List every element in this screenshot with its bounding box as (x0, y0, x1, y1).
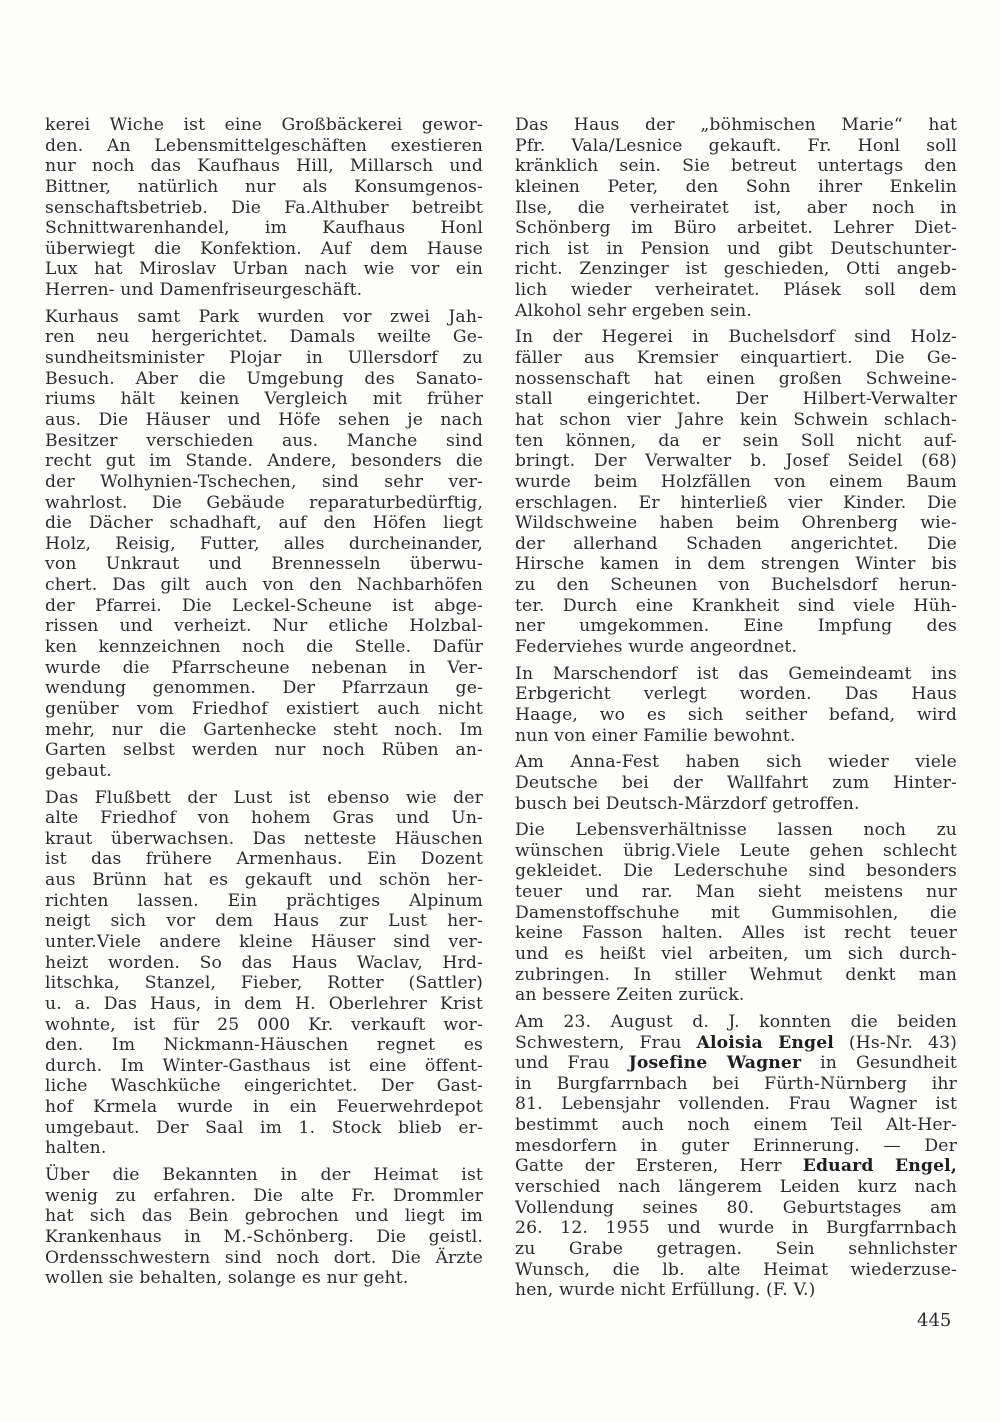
text-line: die Dächer schadhaft, auf den Höfen liegt (45, 513, 483, 534)
text-line: wurde beim Holzfällen von einem Baum (515, 471, 957, 492)
text-segment: verschied nach längerem Leiden kurz nach (515, 1177, 957, 1198)
text-segment: mesdorfern in guter Erinnerung. — Der (515, 1135, 957, 1156)
text-line: aus. Die Häuser und Höfe sehen je nach (45, 409, 483, 430)
text-line: rich ist in Pension und gibt Deutschunter- (515, 238, 957, 259)
text-line: ken kennzeichnen noch die Stelle. Dafür (45, 637, 483, 658)
text-line (515, 1115, 957, 1136)
text-line: Besitzer verschieden aus. Manche sind (45, 430, 483, 451)
text-segment: 81. Lebensjahr vollenden. Frau Wagner ist (515, 1094, 957, 1115)
text-line: Das Haus der „böhmischen Marie“ hat (515, 115, 957, 135)
text-line: keine Fasson halten. Alles ist recht teuer (515, 923, 957, 944)
text-line: wurde die Pfarrscheune nebenan in Ver- (45, 657, 483, 678)
text-line: riums hält keinen Vergleich mit früher (45, 389, 483, 410)
text-line: Besuch. Aber die Umgebung des Sanato- (45, 368, 483, 389)
text-line: hof Krmela wurde in ein Feuerwehrdepot (45, 1097, 483, 1118)
text-line: fäller aus Kremsier einquartiert. Die Ge- (515, 348, 957, 369)
text-line: gebaut. (45, 760, 112, 781)
paragraph (515, 327, 957, 657)
text-line (515, 1033, 957, 1054)
bold-name: Eduard Engel, (802, 1156, 957, 1177)
text-segment: 26. 12. 1955 und wurde in Burgfarrnbach (515, 1218, 957, 1239)
text-line: ren neu hergerichtet. Damals weilte Ge- (45, 327, 483, 348)
text-line: nossenschaft hat einen großen Schweine- (515, 368, 957, 389)
text-line: Schnittwarenhandel, im Kaufhaus Honl (45, 218, 483, 239)
text-line: wollen sie behalten, solange es nur geht. (45, 1268, 409, 1289)
bold-name: Aloisia Engel (696, 1032, 834, 1053)
text-line: nur noch das Kaufhaus Hill, Millarsch und (45, 156, 483, 177)
text-line: halten. (45, 1138, 107, 1159)
page-number: 445 (917, 1310, 952, 1331)
text-line: durch. Im Winter-Gasthaus ist eine öffent- (45, 1055, 483, 1076)
text-line (515, 1177, 957, 1198)
text-line: Holz, Reisig, Futter, alles durcheinander, (45, 533, 483, 554)
text-line: Schönberg im Büro arbeitet. Lehrer Diet- (515, 218, 957, 239)
text-line: wendung genommen. Der Pfarrzaun ge- (45, 678, 483, 699)
text-line (515, 1156, 957, 1177)
text-line: wahrlost. Die Gebäude reparaturbedürftig, (45, 492, 483, 513)
text-line: Wildschweine haben beim Ohrenberg wie- (515, 513, 957, 534)
text-line: Am Anna-Fest haben sich wieder viele (515, 752, 957, 773)
paragraph (515, 115, 957, 321)
text-line: sundheitsminister Plojar in Ullersdorf zu (45, 348, 483, 369)
text-line: zubringen. In stiller Wehmut denkt man (515, 964, 957, 985)
right-text-column (515, 115, 957, 1301)
text-line: Ordensschwestern sind noch dort. Die Ärzte (45, 1247, 483, 1268)
text-line: busch bei Deutsch-Märzdorf getroffen. (515, 793, 860, 814)
text-segment: bestimmt auch noch einem Teil Alt-Her- (515, 1115, 957, 1136)
text-line: Damenstoffschuhe mit Gummisohlen, die (515, 902, 957, 923)
text-line (515, 1218, 957, 1239)
text-line: Über die Bekannten in der Heimat ist (45, 1165, 483, 1186)
text-line: der allerhand Schaden angerichtet. Die (515, 533, 957, 554)
text-line: zu den Scheunen von Buchelsdorf herun- (515, 575, 957, 596)
paragraph (45, 115, 483, 301)
text-segment: (Hs-Nr. 43) (834, 1032, 958, 1053)
paragraph (45, 307, 483, 782)
text-line: In Marschendorf ist das Gemeindeamt ins (515, 663, 957, 684)
text-line: chert. Das gilt auch von den Nachbarhöfen (45, 575, 483, 596)
text-line: Krankenhaus in M.-Schönberg. Die geistl. (45, 1226, 483, 1247)
text-line: Kurhaus samt Park wurden vor zwei Jah- (45, 306, 483, 327)
text-line: Haage, wo es sich seither befand, wird (515, 704, 957, 725)
text-line (515, 1012, 957, 1033)
text-line: bringt. Der Verwalter b. Josef Seidel (68) (515, 451, 957, 472)
text-segment: Gatte der Ersteren, Herr (515, 1156, 803, 1177)
paragraph (515, 664, 957, 747)
text-line: lich wieder verheiratet. Plásek soll dem (515, 280, 957, 301)
text-line (515, 1239, 957, 1260)
text-line: der Pfarrei. Die Leckel-Scheune ist abge- (45, 595, 483, 616)
text-line: überwiegt die Konfektion. Auf dem Hause (45, 238, 483, 259)
text-line: Ilse, die verheiratet ist, aber noch in (515, 197, 957, 218)
text-line (515, 1074, 957, 1095)
text-line: wünschen übrig.Viele Leute gehen schlecht (515, 840, 957, 861)
text-line: der Wolhynien-Tschechen, sind sehr ver- (45, 471, 483, 492)
text-line: Das Flußbett der Lust ist ebenso wie der (45, 787, 483, 808)
text-line (515, 1136, 957, 1157)
text-line: ter. Durch eine Krankheit sind viele Hüh- (515, 595, 957, 616)
text-line: stall eingerichtet. Der Hilbert-Verwalter (515, 389, 957, 410)
text-line: recht gut im Stande. Andere, besonders die (45, 451, 483, 472)
text-segment: in Burgfarrnbach bei Fürth-Nürnberg ihr (515, 1073, 957, 1094)
text-line: ten können, da er sein Soll nicht auf- (515, 430, 957, 451)
text-segment: zu Grabe getragen. Sein sehnlichster (515, 1238, 957, 1259)
paragraph (515, 820, 957, 1006)
text-line: litschka, Stanzel, Fieber, Rotter (Sattler) (45, 973, 483, 994)
text-segment: in Gesundheit (801, 1053, 957, 1074)
paragraph (45, 788, 483, 1160)
text-line: kraut überwachsen. Das netteste Häuschen (45, 828, 483, 849)
text-segment: Am 23. August d. J. konnten die beiden (515, 1011, 957, 1032)
text-line: kränklich sein. Sie betreut untertags den (515, 156, 957, 177)
text-line: neigt sich vor dem Haus zur Lust her- (45, 911, 483, 932)
text-line: Bittner, natürlich nur als Konsumgenos- (45, 176, 483, 197)
text-line (515, 1094, 957, 1115)
text-line: an bessere Zeiten zurück. (515, 985, 745, 1006)
text-line: teuer und rar. Man sieht meistens nur (515, 882, 957, 903)
text-line: wohnte, ist für 25 000 Kr. verkauft wor- (45, 1014, 483, 1035)
text-line: wenig zu erfahren. Die alte Fr. Drommler (45, 1185, 483, 1206)
text-line: den. An Lebensmittelgeschäften exestieren (45, 135, 483, 156)
text-segment: Vollendung seines 80. Geburtstages am (515, 1197, 957, 1218)
text-segment: und Frau (515, 1053, 629, 1074)
text-line: kerei Wiche ist eine Großbäckerei gewor- (45, 115, 483, 135)
text-line: Herren- und Damenfriseurgeschäft. (45, 280, 363, 301)
text-line: ist das frühere Armenhaus. Ein Dozent (45, 849, 483, 870)
text-line: In der Hegerei in Buchelsdorf sind Holz- (515, 327, 957, 348)
paragraph (45, 1165, 483, 1289)
text-line: Erbgericht verlegt worden. Das Haus (515, 684, 957, 705)
text-line: heizt worden. So das Haus Waclav, Hrd- (45, 952, 483, 973)
text-line: senschaftsbetrieb. Die Fa.Althuber betreibt (45, 197, 483, 218)
text-line: u. a. Das Haus, in dem H. Oberlehrer Krist (45, 993, 483, 1014)
text-line: alte Friedhof von hohem Gras und Un- (45, 808, 483, 829)
paragraph (515, 1012, 957, 1301)
bold-name: Josefine Wagner (628, 1053, 802, 1074)
text-line (515, 1198, 957, 1219)
text-line: und es heißt viel arbeiten, um sich durch- (515, 943, 957, 964)
text-line: ner umgekommen. Eine Impfung des (515, 616, 957, 637)
text-line (515, 1260, 957, 1281)
text-line: erschlagen. Er hinterließ vier Kinder. Die (515, 492, 957, 513)
text-line: von Unkraut und Brennesseln überwu- (45, 554, 483, 575)
text-segment: hen, wurde nicht Erfüllung. (F. V.) (515, 1280, 816, 1301)
text-line: kleinen Peter, den Sohn ihrer Enkelin (515, 176, 957, 197)
text-line: Deutsche bei der Wallfahrt zum Hinter- (515, 772, 957, 793)
text-line: umgebaut. Der Saal im 1. Stock blieb er- (45, 1117, 483, 1138)
text-line: rissen und verheizt. Nur etliche Holzbal- (45, 616, 483, 637)
text-line: richt. Zenzinger ist geschieden, Otti angeb- (515, 259, 957, 280)
text-segment: Wunsch, die lb. alte Heimat wiederzuse- (515, 1259, 957, 1280)
text-line: Garten selbst werden nur noch Rüben an- (45, 740, 483, 761)
text-line: hat sich das Bein gebrochen und liegt im (45, 1206, 483, 1227)
text-line: mehr, nur die Gartenhecke steht noch. Im (45, 719, 483, 740)
text-segment: Schwestern, Frau (515, 1032, 697, 1053)
text-line: Alkohol sehr ergeben sein. (515, 300, 752, 321)
text-line (515, 1280, 957, 1301)
text-line: Hirsche kamen in dem strengen Winter bis (515, 554, 957, 575)
text-line: liche Waschküche eingerichtet. Der Gast- (45, 1076, 483, 1097)
text-line: nun von einer Familie bewohnt. (515, 725, 796, 746)
text-line: Federviehes wurde angeordnet. (515, 637, 798, 658)
left-text-column (45, 115, 483, 1289)
text-line: Pfr. Vala/Lesnice gekauft. Fr. Honl soll (515, 135, 957, 156)
text-line: hat schon vier Jahre kein Schwein schlach- (515, 409, 957, 430)
text-line: den. Im Nickmann-Häuschen regnet es (45, 1035, 483, 1056)
text-line: richten lassen. Ein prächtiges Alpinum (45, 890, 483, 911)
text-line: unter.Viele andere kleine Häuser sind ver- (45, 931, 483, 952)
text-line: Lux hat Miroslav Urban nach wie vor ein (45, 259, 483, 280)
paragraph (515, 752, 957, 814)
text-line: Die Lebensverhältnisse lassen noch zu (515, 820, 957, 841)
text-line: gekleidet. Die Lederschuhe sind besonders (515, 861, 957, 882)
text-line: genüber vom Friedhof existiert auch nicht (45, 698, 483, 719)
text-line: aus Brünn hat es gekauft und schön her- (45, 870, 483, 891)
text-line (515, 1053, 957, 1074)
